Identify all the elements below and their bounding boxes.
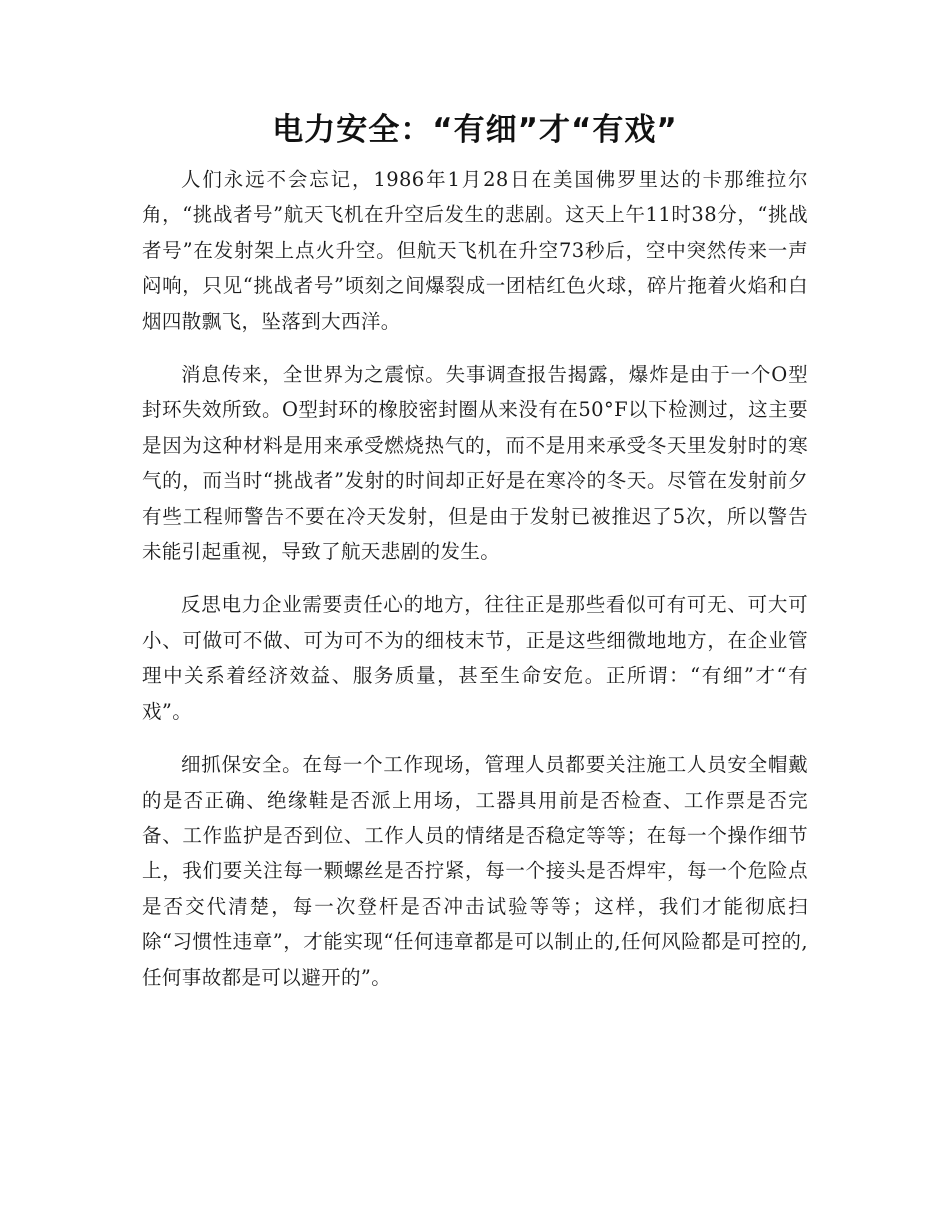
paragraph-reflection: 反思电力企业需要责任心的地方，往往正是那些看似可有可无、可大可小、可做可不做、可为可不为的细枝末节，正是这些细微地地方，在企业管理中关系着经济效益、服务质量，甚至生命安危。正所谓：“有细”才“有戏”。 bbox=[142, 593, 808, 723]
document-body bbox=[142, 162, 808, 995]
paragraph-safety-details: 细抓保安全。在每一个工作现场，管理人员都要关注施工人员安全帽戴的是否正确、绝缘鞋是否派上用场，工器具用前是否检查、工作票是否完备、工作监护是否到位、工作人员的情绪是否稳定等等；在每一个操作细节上，我们要关注每一颗螺丝是否拧紧，每一个接头是否焊牢，每一个危险点是否交代清楚，每一次登杆是否冲击试验等等；这样，我们才能彻底扫除“习惯性违章”，才能实现“任何违章都是可以制止的,任何风险都是可控的,任何事故都是可以避开的”。 bbox=[142, 753, 808, 989]
paragraph-challenger-disaster: 人们永远不会忘记，1986年1月28日在美国佛罗里达的卡那维拉尔角，“挑战者号”航天飞机在升空后发生的悲剧。这天上午11时38分，“挑战者号”在发射架上点火升空。但航天飞机在升空73秒后，空中突然传来一声闷响，只见“挑战者号”顷刻之间爆裂成一团桔红色火球，碎片拖着火焰和白烟四散飘飞，坠落到大西洋。 bbox=[142, 168, 808, 333]
document-title: 电力安全：“有细”才“有戏” bbox=[272, 112, 678, 148]
paragraph-investigation: 消息传来，全世界为之震惊。失事调查报告揭露，爆炸是由于一个O型封环失效所致。O型封环的橡胶密封圈从来没有在50°F以下检测过，这主要是因为这种材料是用来承受燃烧热气的，而不是用来承受冬天里发射时的寒气的，而当时“挑战者”发射的时间却正好是在寒冷的冬天。尽管在发射前夕有些工程师警告不要在冷天发射，但是由于发射已被推迟了5次，所以警告未能引起重视，导致了航天悲剧的发生。 bbox=[142, 363, 808, 564]
